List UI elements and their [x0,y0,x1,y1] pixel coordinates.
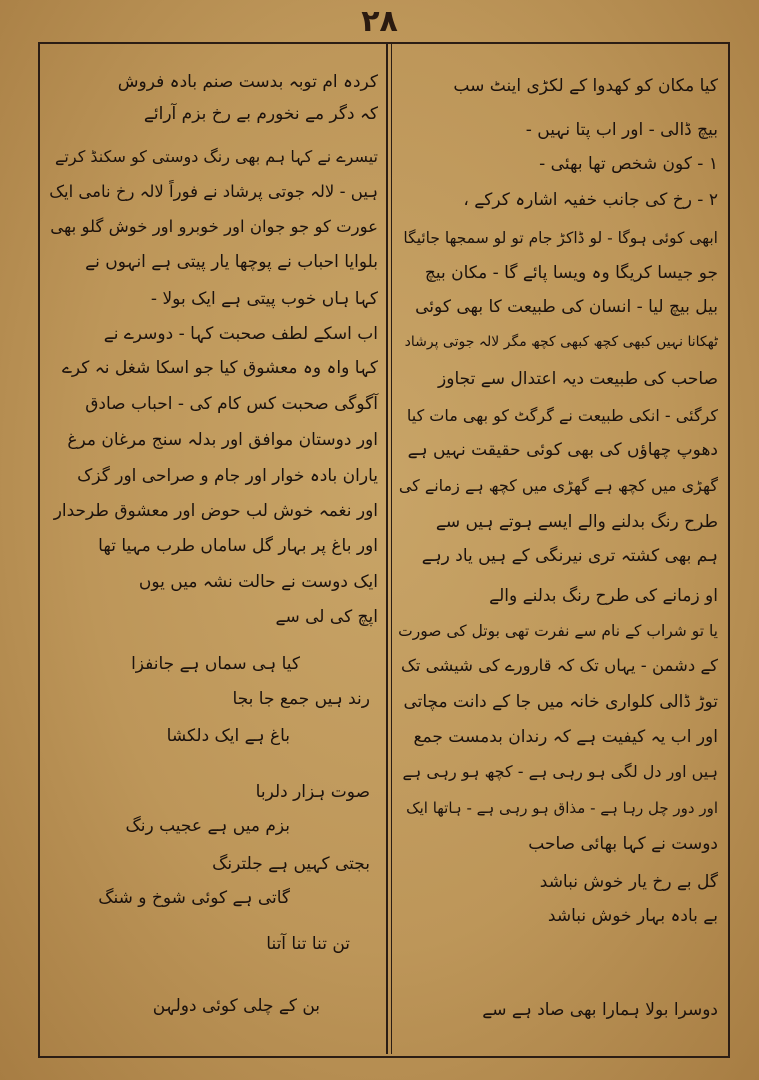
text-line: دوست نے کہا بھائی صاحب [528,834,718,854]
text-line: اپچ کی لی سے [275,607,378,627]
verse-line: تن تنا تنا آتنا [266,934,350,954]
verse-line: بجتی کہیں ہے جلترنگ [212,854,370,874]
text-line: دھوپ چھاؤں کی بھی کوئی حقیقت نہیں ہے [407,440,718,460]
text-line: او زمانے کی طرح رنگ بدلنے والے [489,586,718,606]
text-line: کہا ہاں خوب پیتی ہے ایک بولا - [150,289,378,309]
text-line: کیا مکان کو کھدوا کے لکڑی اینٹ سب [453,76,718,96]
text-line: دوسرا بولا ہمارا بھی صاد ہے سے [482,1000,718,1020]
text-line: توڑ ڈالی کلواری خانہ میں جا کے دانت مچاتی [403,692,718,712]
verse-line: باغ ہے ایک دلکشا [166,726,290,746]
text-line: کرگئی - انکی طبیعت نے گرگٹ کو بھی مات کیا [406,406,718,425]
text-line: بلوایا احباب نے پوچھا یار پیتی ہے انہوں نے [85,252,378,272]
text-line: ہیں - لالہ جوتی پرشاد نے فوراً لالہ رخ نامی ایک [49,182,378,201]
text-line: بیل بیچ لیا - انسان کی طبیعت کا بھی کوئی [415,297,718,317]
text-line: اب اسکے لطف صحبت کہا - دوسرے نے [103,324,378,344]
text-line: ایک دوست نے حالت نشہ میں یوں [138,572,378,592]
text-line: ہم بھی کشتہ تری نیرنگی کے ہیں یاد رہے [421,546,718,566]
text-line: طرح رنگ بدلنے والے ایسے ہوتے ہیں سے [435,512,718,532]
verse-line: صوت ہزار دلربا [255,782,370,802]
verse-line: بن کے چلی کوئی دولہن [152,996,320,1016]
verse-line: کردہ ام توبہ بدست صنم بادہ فروش [117,72,378,92]
column-divider-inner [391,44,392,1054]
text-line: کہا واہ وہ معشوق کیا جو اسکا شغل نہ کرے [61,358,378,378]
text-line: ۱ - کون شخص تھا بھئی - [539,154,718,174]
text-line: عورت کو جو جوان اور خوبرو اور خوش گلو بھی [50,217,378,236]
verse-line: کیا ہی سماں ہے جانفزا [131,654,300,674]
text-line: یا تو شراب کے نام سے نفرت تھی بوتل کی صورت [398,622,718,640]
verse-line: گاتی ہے کوئی شوخ و شنگ [98,888,290,908]
text-line: اور دوستان موافق اور بدلہ سنج مرغان مرغ [67,430,378,450]
verse-line: بزم میں ہے عجیب رنگ [125,816,290,836]
text-line: ہیں اور دل لگی ہو رہی ہے - کچھ ہو رہی ہے [402,762,718,781]
text-line: بیچ ڈالی - اور اب پتا نہیں - [525,120,718,140]
text-line: تیسرے نے کہا ہم بھی رنگ دوستی کو سکنڈ کرتے [55,147,378,166]
verse-line: رند ہیں جمع جا بجا [232,689,370,709]
verse-line: بے بادہ بہار خوش نباشد [547,906,718,926]
text-line: یاران بادہ خوار اور جام و صراحی اور گزک [77,466,378,486]
text-line: اور باغ پر بہار گل ساماں طرب مہیا تھا [98,536,378,556]
text-line: کے دشمن - یہاں تک کہ قارورے کی شیشی تک [401,656,718,675]
column-divider [386,44,388,1054]
text-line: اور اب یہ کیفیت ہے کہ رندان بدمست جمع [413,727,718,747]
text-line: اور نغمہ خوش لب حوض اور معشوق طرحدار [53,501,378,521]
text-line: صاحب کی طبیعت دیہ اعتدال سے تجاوز [438,369,718,389]
verse-line: گل بے رخ یار خوش نباشد [539,872,718,892]
text-line: ابھی کوئی ہوگا - لو ڈاکڑ جام تو لو سمجھا جائیگا [403,229,718,247]
text-line: ٹھکانا نہیں کبھی کچھ کبھی کچھ مگر لالہ جوتی پرشاد [404,334,718,350]
text-line: آگوگی صحبت کس کام کی - احباب صادق [85,394,378,414]
text-line: ۲ - رخ کی جانب خفیہ اشارہ کرکے ، [463,190,718,210]
verse-line: کہ دگر مے نخورم بے رخ بزم آرائے [143,104,378,124]
page-number: ۲۸ [361,4,398,39]
text-line: جو جیسا کریگا وہ ویسا پائے گا - مکان بیچ [424,263,718,283]
text-line: گھڑی میں کچھ ہے گھڑی میں کچھ ہے زمانے کی [398,476,718,495]
text-line: اور دور چل رہا ہے - مذاق ہو رہی ہے - ہاتھا ایک [406,799,718,817]
